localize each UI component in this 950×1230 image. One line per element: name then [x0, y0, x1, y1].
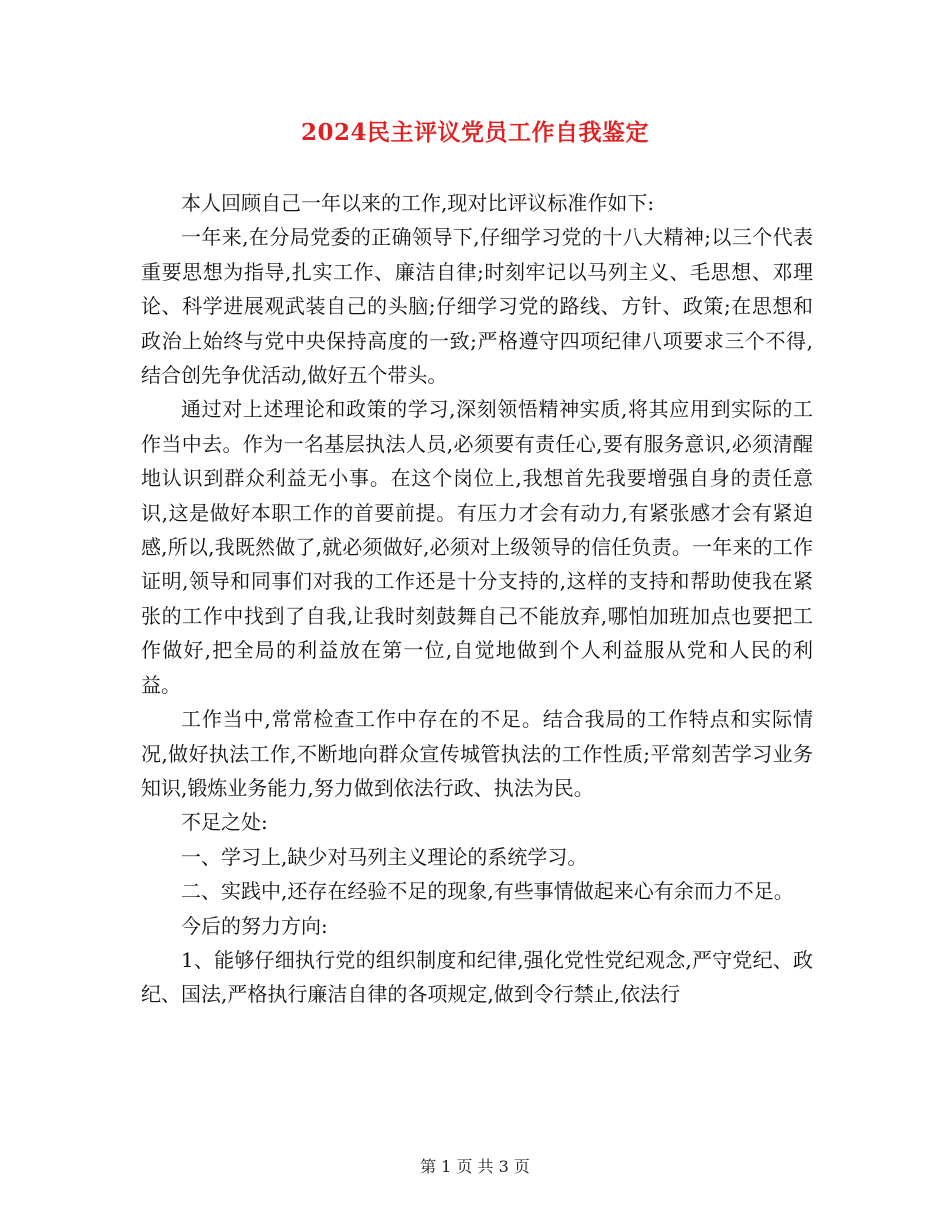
paragraph-intro: 本人回顾自己一年以来的工作,现对比评议标准作如下: — [181, 191, 655, 215]
paragraph-shortcoming-1: 一、学习上,缺少对马列主义理论的系统学习。 — [181, 844, 588, 869]
paragraph-study: 一年来,在分局党委的正确领导下,仔细学习党的十八大精神;以三个代表重要思想为指导,扎实工作、廉洁自律;时刻牢记以马列主义、毛思想、邓理论、科学进展观武装自己的头脑;仔细学习党的路线、方针、政策;在思想和政治上始终与党中央保持高度的一致;严格遵守四项纪律八项要求三个不得,结合创先争优活动,做好五个带头。 — [141, 225, 813, 388]
paragraph-direction-heading: 今后的努力方向: — [181, 913, 328, 938]
paragraph-application: 通过对上述理论和政策的学习,深刻领悟精神实质,将其应用到实际的工作当中去。作为一名基层执法人员,必须要有责任心,要有服务意识,必须清醒地认识到群众利益无小事。在这个岗位上,我想首先我要增强自身的责任意识,这是做好本职工作的首要前提。有压力才会有动力,有紧张感才会有紧迫感,所以,我既然做了,就必须做好,必须对上级领导的信任负责。一年来的工作证明,领导和同事们对我的工作还是十分支持的,这样的支持和帮助使我在紧张的工作中找到了自我,让我时刻鼓舞自己不能放弃,哪怕加班加点也要把工作做好,把全局的利益放在第一位,自觉地做到个人利益服从党和人民的利益。 — [141, 397, 813, 697]
page-footer: 第 1 页 共 3 页 — [420, 1157, 530, 1176]
paragraph-shortcoming-2: 二、实践中,还存在经验不足的现象,有些事情做起来心有余而力不足。 — [181, 879, 794, 904]
document-body — [141, 186, 813, 1012]
document-title: 2024民主评议党员工作自我鉴定 — [300, 119, 649, 146]
paragraph-work-review: 工作当中,常常检查工作中存在的不足。结合我局的工作特点和实际情况,做好执法工作,不断地向群众宣传城管执法的工作性质;平常刻苦学习业务知识,锻炼业务能力,努力做到依法行政、执法为民。 — [141, 707, 813, 800]
paragraph-shortcomings-heading: 不足之处: — [181, 810, 268, 835]
paragraph-direction-1: 1、能够仔细执行党的组织制度和纪律,强化党性党纪观念,严守党纪、政纪、国法,严格执行廉洁自律的各项规定,做到令行禁止,依法行 — [141, 947, 813, 1007]
